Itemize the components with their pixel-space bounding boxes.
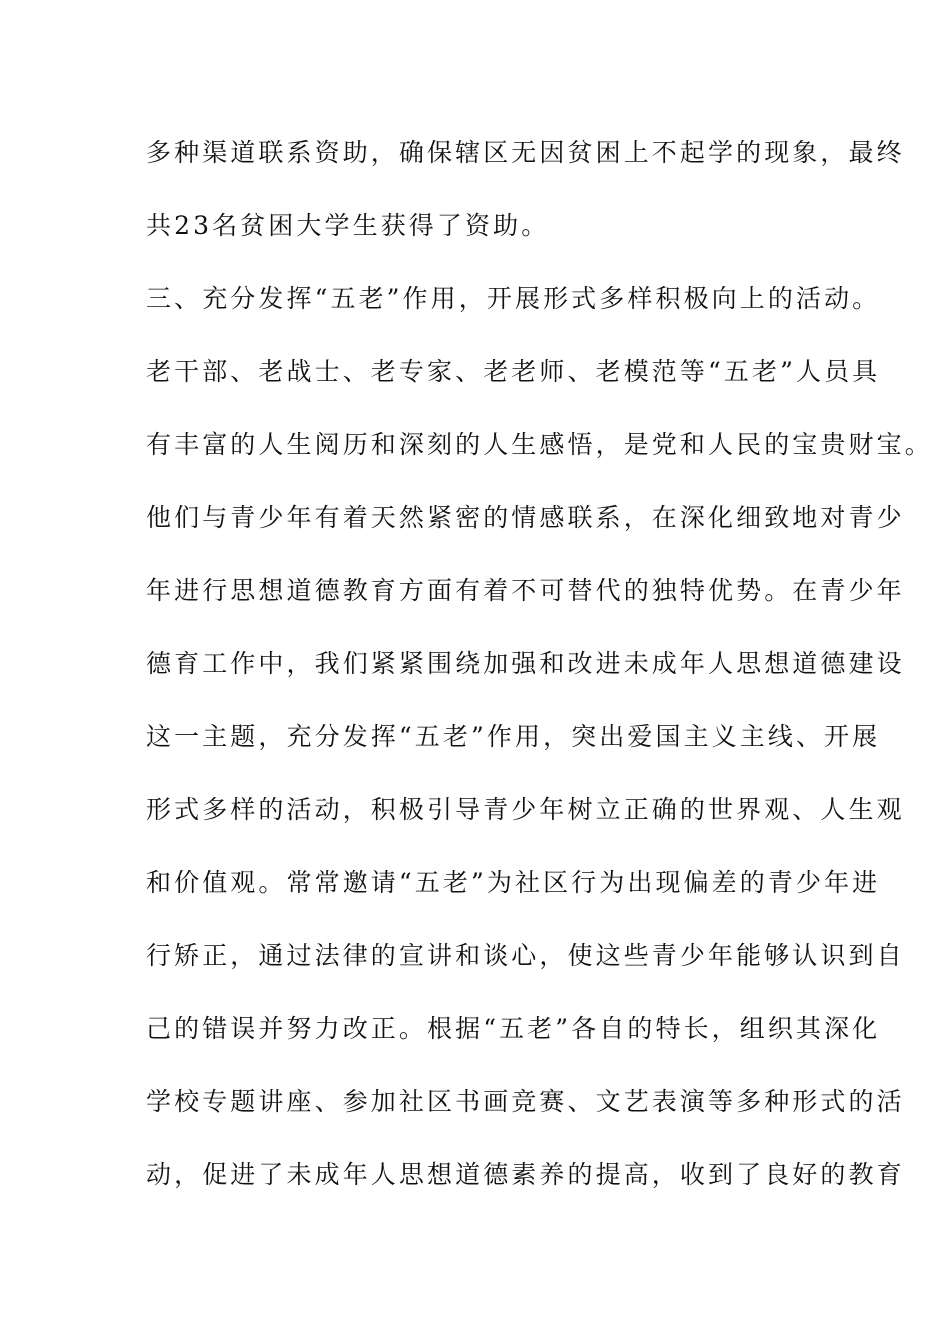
text-line: 有丰富的人生阅历和深刻的人生感悟，是党和人民的宝贵财宝。 bbox=[146, 430, 933, 459]
text-line: 和价值观。常常邀请“五老”为社区行为出现偏差的青少年进 bbox=[146, 868, 881, 897]
text-line: 这一主题，充分发挥“五老”作用，突出爱国主义主线、开展 bbox=[146, 722, 881, 751]
text-line: 他们与青少年有着天然紧密的情感联系，在深化细致地对青少 bbox=[146, 503, 905, 532]
text-line: 学校专题讲座、参加社区书画竞赛、文艺表演等多种形式的活 bbox=[146, 1087, 905, 1116]
text-line: 己的错误并努力改正。根据“五老”各自的特长，组织其深化 bbox=[146, 1014, 881, 1043]
text-line: 德育工作中，我们紧紧围绕加强和改进未成年人思想道德建设 bbox=[146, 649, 905, 678]
text-line: 多种渠道联系资助，确保辖区无因贫困上不起学的现象，最终 bbox=[146, 138, 905, 167]
text-line: 老干部、老战士、老专家、老老师、老模范等“五老”人员具 bbox=[146, 357, 881, 386]
text-line: 共23名贫困大学生获得了资助。 bbox=[146, 211, 550, 240]
text-line: 年进行思想道德教育方面有着不可替代的独特优势。在青少年 bbox=[146, 576, 905, 605]
text-line: 动，促进了未成年人思想道德素养的提高，收到了良好的教育 bbox=[146, 1160, 905, 1189]
text-line: 行矫正，通过法律的宣讲和谈心，使这些青少年能够认识到自 bbox=[146, 941, 905, 970]
text-line: 形式多样的活动，积极引导青少年树立正确的世界观、人生观 bbox=[146, 795, 905, 824]
section-heading: 三、充分发挥“五老”作用，开展形式多样积极向上的活动。 bbox=[146, 284, 881, 313]
